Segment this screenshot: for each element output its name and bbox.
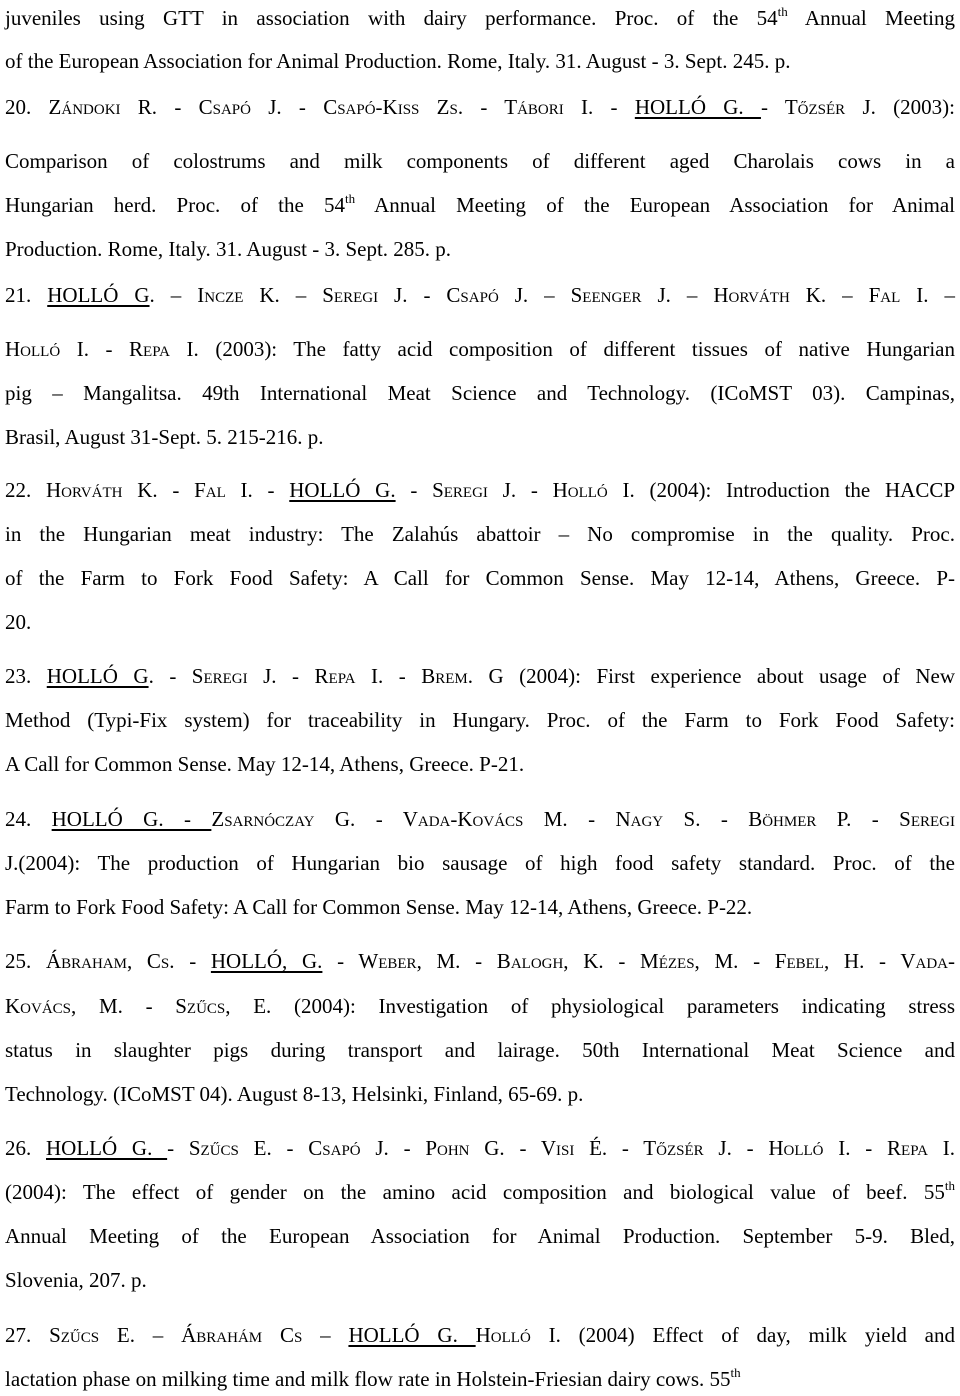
reference-text: (2004): Investigation of physiological parameters indicating stress [271, 994, 955, 1018]
reference-text: status in slaughter pigs during transport and lairage. 50th International Meat Science and [5, 1038, 955, 1062]
reference-line [5, 1029, 955, 1073]
reference-text: Production. Rome, Italy. 31. August - 3. Sept. 285. p. [5, 237, 452, 261]
reference-line [5, 274, 955, 318]
highlighted-author: HOLLÓ G. [634, 95, 761, 119]
reference-text: Annual Meeting of the European Association for Animal Production. September 5-9. Bled, [5, 1224, 955, 1248]
reference-line [5, 699, 955, 743]
reference-text: Method (Typi-Fix system) for traceability in Hungary. Proc. of the Farm to Fork Food Safety: [5, 708, 955, 732]
reference-line [5, 985, 955, 1029]
author-names: Ábraham, Cs. - [45, 949, 211, 973]
highlighted-author: HOLLÓ G. [46, 1136, 168, 1160]
author-names: Zsarnóczay G. - Vada-Kovács M. - Nagy S. - Böhmer P. - Seregi [211, 807, 955, 831]
author-names: Holló I. [475, 1323, 561, 1347]
reference-line [5, 0, 955, 41]
reference-text: (2004) Effect of day, milk yield and [560, 1323, 955, 1347]
reference-text: 20. [5, 610, 32, 634]
reference-text: Slovenia, 207. p. [5, 1268, 147, 1292]
reference-line [5, 1171, 955, 1215]
reference-text: juveniles using GTT in association with dairy performance. Proc. of the 54 [5, 6, 778, 30]
reference-line [5, 886, 955, 930]
reference-line [5, 743, 955, 787]
reference-line [5, 798, 955, 842]
reference-text: . [148, 664, 170, 688]
reference-text: 23. [5, 664, 47, 688]
reference-line [5, 557, 955, 601]
reference-line [5, 842, 955, 886]
reference-text: 20. [5, 95, 49, 119]
author-names: - Tőzsér [760, 95, 846, 119]
highlighted-author: HOLLÓ G. - [51, 807, 212, 831]
reference-text: 26. [5, 1136, 47, 1160]
reference-text: 25. [5, 949, 46, 973]
reference-line [5, 513, 955, 557]
highlighted-author: HOLLÓ, G. [210, 949, 323, 973]
author-names: Horváth K. - Fal I. - [46, 478, 290, 502]
reference-text: G (2004): First experience about usage of New [473, 664, 956, 688]
reference-line [5, 601, 955, 645]
reference-line [5, 40, 955, 84]
reference-text: A Call for Common Sense. May 12-14, Athens, Greece. P-21. [5, 752, 525, 776]
reference-line [5, 228, 955, 272]
reference-text: 27. [5, 1323, 50, 1347]
reference-text: Annual Meeting of the European Association for Animal [355, 193, 956, 217]
reference-line [5, 86, 955, 130]
reference-text: 22. [5, 478, 46, 502]
author-names: - Seregi J. - Repa I. - Brem. [169, 664, 473, 688]
highlighted-author: HOLLÓ G. [348, 1323, 476, 1347]
superscript: th [944, 1178, 955, 1193]
reference-line [5, 1259, 955, 1303]
reference-text: Annual Meeting [787, 6, 955, 30]
author-names: Holló I. - Repa I. [5, 337, 199, 361]
reference-text: pig – Mangalitsa. 49th International Meat Science and Technology. (ICoMST 03). Campinas, [5, 381, 955, 405]
reference-line [5, 416, 955, 460]
reference-line [5, 372, 955, 416]
highlighted-author: HOLLÓ G [46, 664, 149, 688]
reference-text: of the European Association for Animal Production. Rome, Italy. 31. August - 3. Sept. 245. p. [5, 49, 791, 73]
reference-text: (2003): The fatty acid composition of different tissues of native Hungarian [198, 337, 955, 361]
reference-line [5, 655, 955, 699]
highlighted-author: HOLLÓ G. [289, 478, 396, 502]
reference-text: 24. [5, 807, 52, 831]
reference-line [5, 1127, 955, 1171]
reference-line [5, 1358, 955, 1396]
reference-text: (2004): The effect of gender on the amino acid composition and biological value of beef. 55 [5, 1180, 945, 1204]
reference-text: Brasil, August 31-Sept. 5. 215-216. p. [5, 425, 324, 449]
author-names: Zándoki R. - Csapó J. - Csapó-Kiss Zs. - Tábori I. - [48, 95, 635, 119]
reference-text: in the Hungarian meat industry: The Zalahús abattoir – No compromise in the quality. Proc. [5, 522, 955, 546]
reference-text: J.(2004): The production of Hungarian bio sausage of high food safety standard. Proc. of the [5, 851, 955, 875]
reference-line [5, 940, 955, 984]
reference-text: lactation phase on milking time and milk flow rate in Holstein-Friesian dairy cows. 55 [5, 1367, 731, 1391]
reference-text: Comparison of colostrums and milk components of different aged Charolais cows in a [5, 149, 955, 173]
superscript: th [777, 4, 788, 19]
superscript: th [730, 1365, 741, 1380]
reference-text: Technology. (ICoMST 04). August 8-13, Helsinki, Finland, 65-69. p. [5, 1082, 584, 1106]
author-names: - Szűcs E. - Csapó J. - Pohn G. - Visi É. - Tőzsér J. - Holló I. - Repa I. [167, 1136, 956, 1160]
author-names: - Weber, M. - Balogh, K. - Mézes, M. - Febel, H. - Vada- [322, 949, 955, 973]
reference-line [5, 1073, 955, 1117]
reference-text: . [149, 283, 171, 307]
reference-line [5, 1314, 955, 1358]
reference-line [5, 469, 955, 513]
author-names: - Seregi J. - Holló I. [395, 478, 635, 502]
superscript: th [344, 191, 356, 206]
highlighted-author: HOLLÓ G [47, 283, 150, 307]
author-names: Kovács, M. - Szűcs, E. [5, 994, 272, 1018]
reference-text: Hungarian herd. Proc. of the 54 [5, 193, 345, 217]
reference-text: of the Farm to Fork Food Safety: A Call for Common Sense. May 12-14, Athens, Greece. P- [5, 566, 955, 590]
reference-text: J. (2003): [845, 95, 955, 119]
reference-line [5, 184, 955, 228]
author-names: Szűcs E. – Ábrahám Cs – [49, 1323, 349, 1347]
reference-line [5, 140, 955, 184]
reference-line [5, 1215, 955, 1259]
reference-text: 21. [5, 283, 48, 307]
author-names: – Incze K. – Seregi J. - Csapó J. – Seenger J. – Horváth K. – Fal I. – [170, 283, 955, 307]
reference-line [5, 328, 955, 372]
reference-text: (2004): Introduction the HACCP [634, 478, 956, 502]
reference-text: Farm to Fork Food Safety: A Call for Common Sense. May 12-14, Athens, Greece. P-22. [5, 895, 753, 919]
